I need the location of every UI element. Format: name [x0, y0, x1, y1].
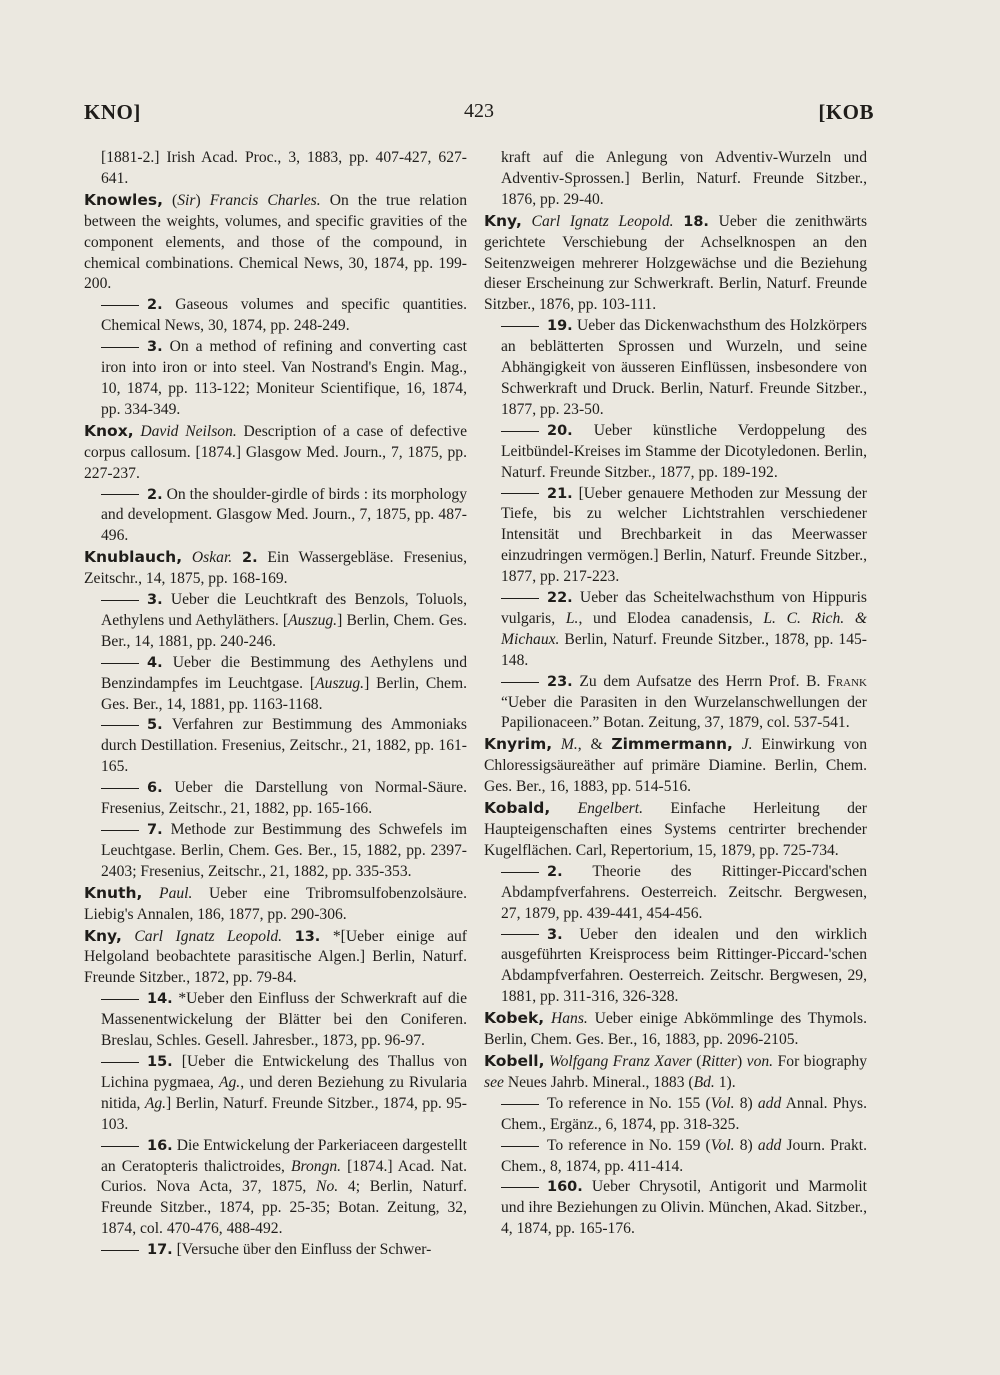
bibliography-entry — [84, 190, 467, 296]
running-head-left: KNO] — [84, 100, 141, 124]
bibliography-subentry — [84, 295, 467, 337]
italic-text: Ag. — [218, 1073, 241, 1091]
entry-number: 22. — [547, 590, 573, 607]
entry-text: Ueber Chrysotil, Antigorit und Marmolit und ihre Beziehungen zu Olivin. München, Akad. Sitzber., 4, 1874, pp. 165-176. — [501, 1178, 867, 1238]
ditto-dash — [501, 1187, 539, 1188]
entry-text: On the shoulder-girdle of birds : its morphology and development. Glasgow Med. Journ., 7, 1875, pp. 487-496. — [101, 485, 467, 545]
small-caps-text: Frank — [827, 672, 867, 690]
bibliography-entry — [84, 883, 467, 926]
entry-number: 2. — [241, 550, 258, 567]
author-name: Knowles, — [84, 190, 163, 209]
italic-text: J. — [741, 736, 753, 754]
italic-text: Wolfgang Franz Xaver — [549, 1052, 692, 1070]
entry-text: [Ueber die Entwickelung des Thallus von Lichina pygmaea, — [101, 1052, 467, 1091]
entry-number: 6. — [147, 780, 163, 797]
bibliography-subentry — [84, 590, 467, 653]
bibliography-subentry — [84, 1136, 467, 1241]
ditto-dash — [101, 725, 139, 726]
italic-text: see — [484, 1073, 504, 1091]
bibliography-subentry — [84, 653, 467, 716]
ditto-dash — [101, 663, 139, 664]
ditto-dash — [101, 1250, 139, 1251]
author-name: Kny, — [84, 926, 122, 945]
italic-text: add — [757, 1136, 782, 1154]
italic-text: Carl Ignatz Leopold. — [531, 212, 674, 230]
page-number: 423 — [464, 100, 494, 122]
entry-text — [733, 736, 742, 753]
entry-number: 18. — [683, 213, 709, 230]
bibliography-subentry — [84, 1052, 467, 1136]
bibliography-subentry — [484, 484, 867, 589]
entry-text — [282, 928, 295, 945]
entry-text: Berlin, Naturf. Freunde Sitzber., 1878, pp. 145-148. — [501, 630, 867, 669]
bibliography-subentry — [84, 1240, 467, 1261]
entry-text: , & — [577, 736, 612, 754]
italic-text: Bd. — [693, 1073, 715, 1091]
entry-text: kraft auf die Anlegung von Adventiv-Wurzeln und Adventiv-Sprossen.] Berlin, Naturf. Freunde Sitzber., 1876, pp. 29-40. — [501, 149, 867, 208]
entry-number: 7. — [147, 822, 163, 838]
bibliography-entry — [484, 734, 867, 798]
author-name: Kobek, — [484, 1009, 545, 1028]
bibliography-subentry — [84, 778, 467, 820]
italic-text: M. — [560, 736, 578, 754]
italic-text: Paul. — [159, 884, 193, 902]
author-name: Knublauch, — [84, 548, 183, 567]
entry-text: 1). — [714, 1073, 736, 1091]
italic-text: Auszug. — [288, 611, 338, 629]
author-name: Knuth, — [84, 883, 143, 902]
ditto-dash — [501, 431, 539, 432]
italic-text: Hans. — [550, 1010, 588, 1028]
author-name: Kobald, — [484, 799, 551, 818]
entry-text: ] Berlin, Chem. Ges. Ber., 14, 1881, pp. 240-246. — [101, 611, 468, 650]
entry-text: Ueber künstliche Verdoppelung des Leitbündel-Kreises im Stamme der Dicotyledonen. Berlin, Naturf. Freunde Sitzber., 1877, pp. 189-192. — [501, 421, 867, 481]
entry-text: ( — [691, 1052, 702, 1070]
ditto-dash — [101, 600, 139, 601]
author-name: Zimmermann, — [611, 735, 733, 754]
entry-text: Methode zur Bestimmung des Schwefels im Leuchtgase. Berlin, Chem. Ges. Ber., 15, 1882, pp. 2397-2403; Fresenius, Zeitschr., 21, 1882, pp. 335-353. — [101, 821, 467, 880]
entry-text: Ein Wassergebläse. Fresenius, Zeitschr., 14, 1875, pp. 168-169. — [84, 549, 468, 588]
italic-text: Ag. — [144, 1094, 167, 1112]
bibliography-subentry — [84, 989, 467, 1052]
ditto-dash — [101, 830, 139, 831]
entry-text: “Ueber die Parasiten in den Wurzelanschwellungen der Papilionaceen.” Botan. Zeitung, 37, 1879, col. 537-541. — [501, 693, 867, 732]
italic-text: L. C. Rich. & Michaux. — [501, 609, 867, 648]
bibliography-entry — [484, 1051, 867, 1094]
entry-number: 2. — [147, 297, 163, 314]
bibliography-entry — [84, 926, 467, 990]
entry-text — [522, 213, 532, 230]
entry-text: 8) — [734, 1136, 758, 1154]
entry-number: 16. — [147, 1137, 173, 1154]
entry-text: Ueber die Darstellung von Normal-Säure. Fresenius, Zeitschr., 21, 1882, pp. 165-166. — [101, 779, 467, 818]
entry-number: 3. — [147, 592, 163, 609]
author-name: Knyrim, — [484, 735, 553, 754]
bibliography-subentry — [484, 316, 867, 421]
entry-text: Gaseous volumes and specific quantities. Chemical News, 30, 1874, pp. 248-249. — [101, 296, 467, 335]
bibliography-subentry — [484, 588, 867, 672]
bibliography-subentry — [484, 862, 867, 925]
entry-text: [1881-2.] Irish Acad. Proc., 3, 1883, pp. 407-427, 627-641. — [101, 149, 467, 187]
bibliography-subentry — [84, 337, 467, 421]
entry-text: Neues Jahrb. Mineral., 1883 ( — [503, 1073, 694, 1091]
ditto-dash — [101, 1062, 139, 1063]
ditto-dash — [501, 682, 539, 683]
italic-text: Vol. — [710, 1136, 735, 1154]
entry-text: To reference in No. 155 ( — [547, 1094, 711, 1112]
bibliography-subentry — [484, 672, 867, 735]
entry-number: 19. — [547, 318, 573, 335]
ditto-dash — [501, 493, 539, 494]
entry-text — [182, 549, 192, 566]
ditto-dash — [501, 872, 539, 873]
italic-text: add — [757, 1094, 782, 1112]
entry-text — [142, 885, 159, 902]
ditto-dash — [101, 1146, 139, 1147]
entry-number: 14. — [147, 991, 173, 1008]
entry-number: 20. — [547, 422, 573, 439]
entry-text: Ueber das Scheitelwachsthum von Hippuris vulgaris, — [501, 589, 867, 627]
entry-text: Einwirkung von Chloressigsäureäther auf primäre Diamine. Berlin, Chem. Ges. Ber., 16, 1883, pp. 514-516. — [484, 736, 867, 796]
italic-text: Engelbert. — [577, 800, 643, 818]
bibliography-subentry — [84, 485, 467, 548]
italic-text: Vol. — [710, 1094, 735, 1112]
entry-number: 2. — [547, 863, 563, 880]
entry-text: [1874.] Acad. Nat. Curios. Nova Acta, 37, 1875, — [101, 1157, 467, 1196]
entry-text: For biography — [773, 1052, 867, 1070]
entry-text: To reference in No. 159 ( — [547, 1136, 711, 1154]
entry-text: Ueber den idealen und den wirklich ausgeführten Kreisprocess beim Rittinger-Piccard-'schen Abdampfverfahren. Oesterreich. Zeitschr. Bergwesen, 29, 1881, pp. 311-316, 326-328. — [501, 925, 867, 1006]
entry-text: Einfache Herleitung der Haupteigenschaften eines Systems centrirter brechender Kugelflächen. Carl, Repertorium, 15, 1879, pp. 725-734. — [484, 800, 867, 859]
entry-text: , und Elodea canadensis, — [578, 609, 764, 627]
bibliography-subentry — [484, 1177, 867, 1240]
page-header — [84, 100, 874, 132]
bibliography-subentry — [484, 925, 867, 1009]
italic-text: Sir — [177, 191, 196, 209]
ditto-dash — [501, 934, 539, 935]
entry-text: [Ueber genauere Methoden zur Messung der Tiefe, bis zu welcher Lichtstrahlen verschiedener Intensität und Brechbarkeit in das Meerwasser einzudringen vermögen.] Berlin, Naturf. Freunde Sitzber., 1877, pp. 217-223. — [501, 484, 867, 586]
bibliography-continuation — [84, 148, 467, 190]
bibliography-entry — [84, 421, 467, 485]
entry-number: 3. — [147, 339, 163, 356]
bibliography-entry — [484, 798, 867, 862]
entry-text: ( — [162, 191, 178, 209]
italic-text: No. — [316, 1178, 339, 1196]
bibliography-entry — [484, 1008, 867, 1051]
entry-text: Ueber einige Abkömmlinge des Thymols. Berlin, Chem. Ges. Ber., 16, 1883, pp. 2096-2105. — [484, 1010, 867, 1049]
bibliography-subentry — [84, 820, 467, 883]
bibliography-entry — [84, 547, 467, 590]
entry-text: , und deren Beziehung zu Rivularia nitida, — [101, 1073, 467, 1112]
entry-text: Ueber eine Tribromsulfobenzolsäure. Liebig's Annalen, 186, 1877, pp. 290-306. — [84, 884, 467, 923]
author-name: Kobell, — [484, 1051, 545, 1070]
entry-text — [552, 736, 561, 753]
entry-text: [Versuche über den Einfluss der Schwer- — [172, 1241, 432, 1259]
italic-text: L. — [565, 609, 579, 627]
entry-text: *Ueber den Einfluss der Schwerkraft auf die Massenentwickelung der Blätter bei den Coniferen. Breslau, Schles. Gesell. Jahresber., 1873, pp. 96-97. — [101, 990, 467, 1050]
entry-text: Ueber die Bestimmung des Aethylens und Benzindampfes im Leuchtgase. [ — [101, 653, 467, 692]
ditto-dash — [501, 1146, 539, 1147]
bibliography-subentry — [484, 1094, 867, 1136]
entry-text: ) — [736, 1052, 747, 1070]
entry-text: *[Ueber einige auf Helgoland beobachtete parasitische Algen.] Berlin, Naturf. Freunde Sitzber., 1872, pp. 79-84. — [84, 927, 467, 987]
entry-text — [550, 800, 577, 817]
entry-number: 160. — [547, 1179, 583, 1196]
author-name: Knox, — [84, 421, 134, 440]
entry-text — [674, 213, 684, 230]
ditto-dash — [101, 999, 139, 1000]
entry-text: Ueber das Dickenwachsthum des Holzkörpers an beblätterten Sprossen und Wurzeln, und seine Abhängigkeit von äusseren Einflüssen, insbesondere von Schwerkraft und Druck. Berlin, Naturf. Freunde Sitzber., 1877, pp. 23-50. — [501, 317, 867, 418]
italic-text: Francis Charles. — [209, 191, 321, 209]
entry-text: Ueber die Leuchtkraft des Benzols, Toluols, Aethylens und Aethyläthers. [ — [101, 591, 467, 629]
entry-text — [232, 549, 242, 566]
bibliography-entry — [484, 211, 867, 317]
left-column — [84, 148, 467, 1261]
bibliography-continuation — [484, 148, 867, 211]
entry-text: ) — [195, 191, 210, 209]
entry-text: 8) — [734, 1094, 758, 1112]
running-head-right: [KOB — [818, 100, 874, 124]
ditto-dash — [501, 326, 539, 327]
ditto-dash — [101, 788, 139, 789]
entry-text: Journ. Prakt. Chem., 8, 1874, pp. 411-414. — [501, 1136, 867, 1175]
italic-text: von. — [746, 1052, 774, 1070]
ditto-dash — [101, 347, 139, 348]
ditto-dash — [101, 494, 139, 495]
italic-text: Carl Ignatz Leopold. — [134, 927, 283, 945]
entry-number: 2. — [147, 486, 163, 503]
italic-text: Oskar. — [191, 549, 233, 567]
entry-text: Verfahren zur Bestimmung des Ammoniaks durch Destillation. Fresenius, Zeitschr., 21, 1882, pp. 161-165. — [101, 716, 467, 776]
entry-number: 21. — [547, 485, 573, 502]
entry-number: 5. — [147, 717, 163, 734]
entry-text: Theorie des Rittinger-Piccard'schen Abdampfverfahrens. Oesterreich. Zeitschr. Bergwesen, 27, 1879, pp. 439-441, 454-456. — [501, 862, 867, 922]
ditto-dash — [501, 1104, 539, 1105]
ditto-dash — [101, 305, 139, 306]
entry-number: 17. — [147, 1242, 173, 1259]
entry-text: Die Entwickelung der Parkeriaceen dargestellt an Ceratopteris thalictroides, — [101, 1136, 467, 1175]
entry-number: 23. — [547, 673, 573, 690]
entry-text: On a method of refining and converting cast iron into iron or into steel. Van Nostrand's Engin. Mag., 10, 1874, pp. 113-122; Moniteur Scientifique, 16, 1874, pp. 334-349. — [101, 338, 467, 418]
entry-text: ] Berlin, Naturf. Freunde Sitzber., 1874, pp. 95-103. — [101, 1094, 468, 1133]
right-column — [484, 148, 867, 1240]
italic-text: Brongn. — [290, 1157, 342, 1175]
italic-text: David Neilson. — [140, 422, 237, 440]
italic-text: Auszug. — [315, 674, 365, 692]
entry-text: Annal. Phys. Chem., Ergänz., 6, 1874, pp. 318-325. — [501, 1094, 867, 1133]
entry-text: ] Berlin, Chem. Ges. Ber., 14, 1881, pp. 1163-1168. — [101, 674, 468, 713]
entry-text: Ueber die zenithwärts gerichtete Verschiebung der Achselknospen an den Seitenzweigen mehrerer Holzgewächse und die Beziehung dieser Erscheinung zur Schwerkraft. Berlin, Naturf. Freunde Sitzber., 1876, pp. 103-111. — [484, 212, 868, 314]
entry-text: Description of a case of defective corpus callosum. [1874.] Glasgow Med. Journ., 7, 1875, pp. 227-237. — [84, 422, 467, 482]
entry-text — [122, 928, 135, 945]
bibliography-subentry — [484, 421, 867, 484]
bibliography-subentry — [84, 715, 467, 778]
author-name: Kny, — [484, 211, 522, 230]
entry-number: 13. — [294, 928, 321, 945]
ditto-dash — [501, 598, 539, 599]
entry-text: Zu dem Aufsatze des Herrn Prof. B. — [572, 672, 828, 690]
italic-text: Ritter — [701, 1052, 737, 1070]
entry-text: 4; Berlin, Naturf. Freunde Sitzber., 1874, pp. 25-35; Botan. Zeitung, 32, 1874, col. 470-476, 488-492. — [101, 1178, 467, 1238]
entry-text — [544, 1010, 551, 1027]
bibliography-subentry — [484, 1136, 867, 1178]
entry-number: 4. — [147, 654, 163, 671]
entry-number: 3. — [547, 926, 563, 943]
entry-text: On the true relation between the weights, volumes, and specific gravities of the component elements, and those of the compound, in chemical combinations. Chemical News, 30, 1874, pp. 199-200. — [84, 191, 467, 293]
entry-number: 15. — [147, 1053, 173, 1070]
